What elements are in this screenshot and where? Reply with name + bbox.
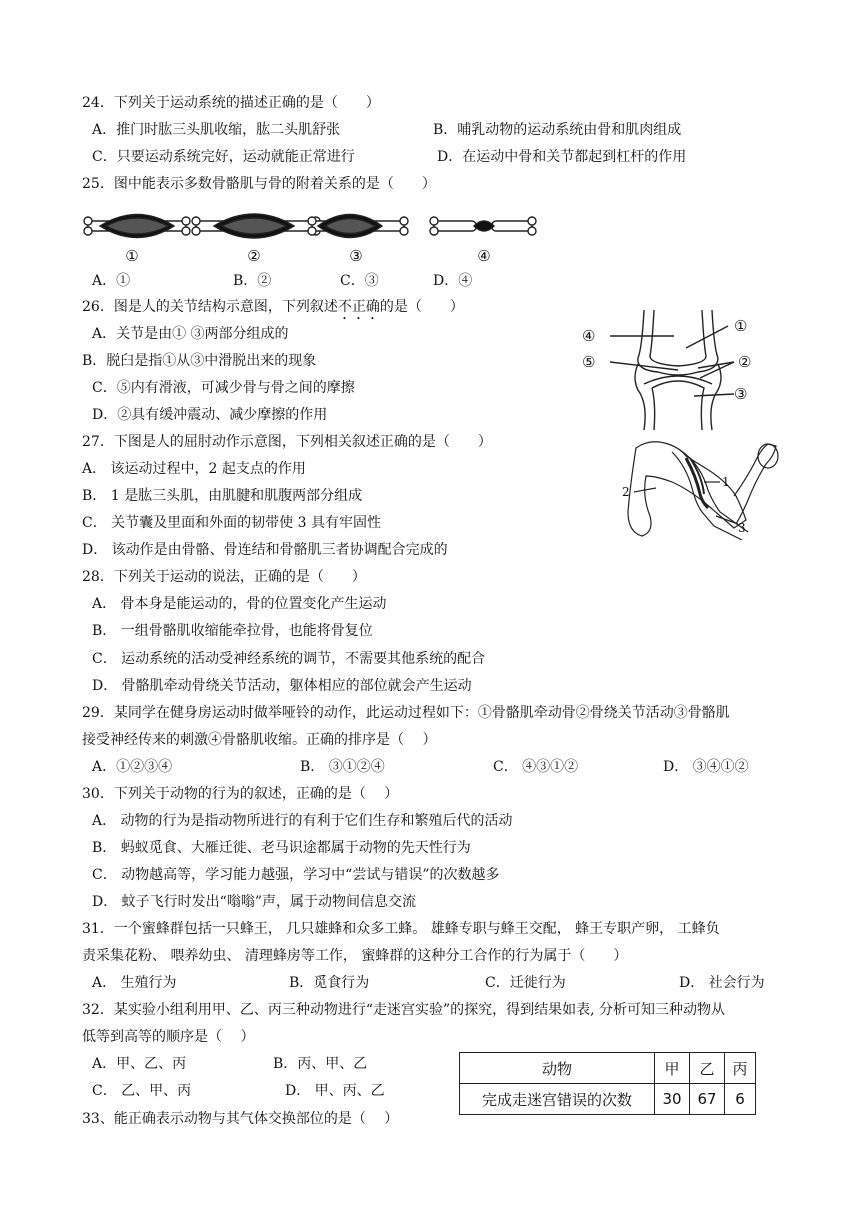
fig25-label-4: ④ (477, 247, 491, 265)
q25-option-b: B．② (233, 273, 272, 289)
muscle-bone-diagram-3 (308, 215, 408, 238)
muscle-bone-diagram-1 (84, 215, 190, 238)
q26-option-a: A．关节是由① ③两部分组成的 (92, 326, 289, 342)
q29-option-a: A．①②③④ (92, 759, 173, 775)
table-head-animal: 动物 (460, 1053, 655, 1084)
joint-label-2: ② (738, 353, 752, 371)
q26-stem-emphasis: 不正确 (337, 299, 380, 315)
q27-option-a: A． 该运动过程中，2 起支点的作用 (82, 461, 306, 477)
q26-option-b: B．脱臼是指①从③中滑脱出来的现象 (82, 353, 317, 369)
q31-option-b: B．觅食行为 (289, 975, 370, 991)
q29-option-c: C． ④③①② (493, 759, 579, 775)
table-cell-bing: 6 (725, 1084, 756, 1115)
q27-stem: 27．下图是人的屈肘动作示意图，下列相关叙述正确的是（ ） (82, 434, 492, 450)
q28-option-d: D． 骨骼肌牵动骨绕关节活动，躯体相应的部位就会产生运动 (92, 678, 472, 694)
elbow-flexion-figure (616, 436, 782, 540)
table-head-yi: 乙 (690, 1053, 725, 1084)
q27-option-c: C． 关节囊及里面和外面的韧带使 3 具有牢固性 (82, 515, 381, 531)
elbow-label-1: 1 (722, 475, 730, 489)
q32-option-b: B．丙、甲、乙 (273, 1056, 368, 1072)
q28-stem: 28．下列关于运动的说法，正确的是（ ） (82, 569, 366, 585)
q28-option-a: A． 骨本身是能运动的，骨的位置变化产生运动 (92, 596, 387, 612)
muscle-bone-diagram-2 (192, 214, 320, 238)
maze-results-table (459, 1052, 756, 1115)
muscle-attachment-figure (82, 203, 562, 265)
q31-option-d: D． 社会行为 (679, 975, 765, 991)
q32-option-a: A．甲、乙、丙 (92, 1056, 187, 1072)
joint-label-5: ⑤ (582, 353, 596, 371)
fig25-label-2: ② (247, 247, 261, 265)
q24-option-a: A．推门时肱三头肌收缩，肱二头肌舒张 (92, 122, 341, 138)
table-row (460, 1084, 756, 1115)
joint-label-1: ① (734, 317, 748, 335)
q31-line1: 31．一个蜜蜂群包括一只蜂王， 几只雄蜂和众多工蜂。 雄蜂专职与蜂王交配， 蜂王专职产卵， 工蜂负 (82, 921, 720, 937)
q28-option-b: B． 一组骨骼肌收缩能牵拉骨，也能将骨复位 (92, 623, 373, 639)
table-cell-yi: 67 (690, 1084, 725, 1115)
q26-option-d: D．②具有缓冲震动、减少摩擦的作用 (92, 407, 328, 423)
q30-option-b: B． 蚂蚁觅食、大雁迁徙、老马识途都属于动物的先天性行为 (92, 840, 471, 856)
q31-line2: 责采集花粉、 喂养幼虫、 清理蜂房等工作， 蜜蜂群的这种分工合作的行为属于（ ） (82, 948, 628, 964)
q29-option-b: B． ③①②④ (300, 759, 385, 775)
q29-option-d: D． ③④①② (663, 759, 749, 775)
q30-option-a: A． 动物的行为是指动物所进行的有利于它们生存和繁殖后代的活动 (92, 813, 513, 829)
q25-option-a: A．① (92, 273, 131, 289)
q24-option-b: B．哺乳动物的运动系统由骨和肌肉组成 (433, 122, 682, 138)
q26-stem-part1: 26．图是人的关节结构示意图，下列叙述 (82, 299, 338, 315)
q24-stem: 24．下列关于运动系统的描述正确的是（ ） (82, 95, 380, 111)
q26-stem-part2: 的是（ ） (379, 299, 464, 315)
table-cell-jia: 30 (655, 1084, 690, 1115)
q30-option-d: D． 蚊子飞行时发出“嗡嗡”声，属于动物间信息交流 (92, 894, 416, 910)
elbow-label-3: 3 (738, 521, 746, 535)
fig25-label-1: ① (125, 247, 139, 265)
q26-stem (82, 298, 464, 323)
q27-option-d: D． 该动作是由骨骼、骨连结和骨骼肌三者协调配合完成的 (82, 542, 448, 558)
q24-option-c: C．只要运动系统完好，运动就能正常进行 (92, 149, 355, 165)
q31-option-c: C．迁徙行为 (485, 975, 566, 991)
q30-stem: 30．下列关于动物的行为的叙述，正确的是（ ） (82, 786, 399, 802)
q32-line2: 低等到高等的顺序是（ ） (82, 1029, 255, 1045)
q31-option-a: A． 生殖行为 (92, 975, 177, 991)
q30-option-c: C． 动物越高等，学习能力越强，学习中“尝试与错误”的次数越多 (92, 867, 500, 883)
q33-stem: 33、能正确表示动物与其气体交换部位的是（ ） (82, 1111, 399, 1127)
table-head-jia: 甲 (655, 1053, 690, 1084)
table-header-row (460, 1053, 756, 1084)
fig25-label-3: ③ (349, 247, 363, 265)
q25-option-c: C．③ (340, 273, 379, 289)
joint-label-4: ④ (582, 327, 596, 345)
q24-option-d: D．在运动中骨和关节都起到杠杆的作用 (437, 149, 687, 165)
elbow-label-2: 2 (622, 485, 630, 499)
q25-stem: 25．图中能表示多数骨骼肌与骨的附着关系的是（ ） (82, 176, 436, 192)
q32-line1: 32．某实验小组利用甲、乙、丙三种动物进行“走迷宫实验”的探究，得到结果如表, 分析可知三种动物从 (82, 1002, 726, 1018)
q29-line2: 接受神经传来的刺激④骨骼肌收缩。正确的排序是（ ） (82, 732, 437, 748)
q26-option-c: C．⑤内有滑液，可减少骨与骨之间的摩擦 (92, 380, 355, 396)
joint-label-3: ③ (734, 385, 748, 403)
q29-line1: 29．某同学在健身房运动时做举哑铃的动作，此运动过程如下：①骨骼肌牵动骨②骨绕关节活动③骨骼肌 (82, 705, 730, 721)
table-row-label: 完成走迷宫错误的次数 (460, 1084, 655, 1115)
q25-option-d: D．④ (433, 273, 473, 289)
muscle-bone-diagram-4 (430, 217, 536, 235)
table-head-bing: 丙 (725, 1053, 756, 1084)
q32-option-d: D． 甲、丙、乙 (285, 1083, 385, 1099)
q32-option-c: C． 乙、甲、丙 (92, 1083, 192, 1099)
q27-option-b: B． 1 是肱三头肌，由肌腱和肌腹两部分组成 (82, 488, 363, 504)
joint-structure-figure (578, 308, 778, 432)
q28-option-c: C． 运动系统的活动受神经系统的调节，不需要其他系统的配合 (92, 651, 486, 667)
